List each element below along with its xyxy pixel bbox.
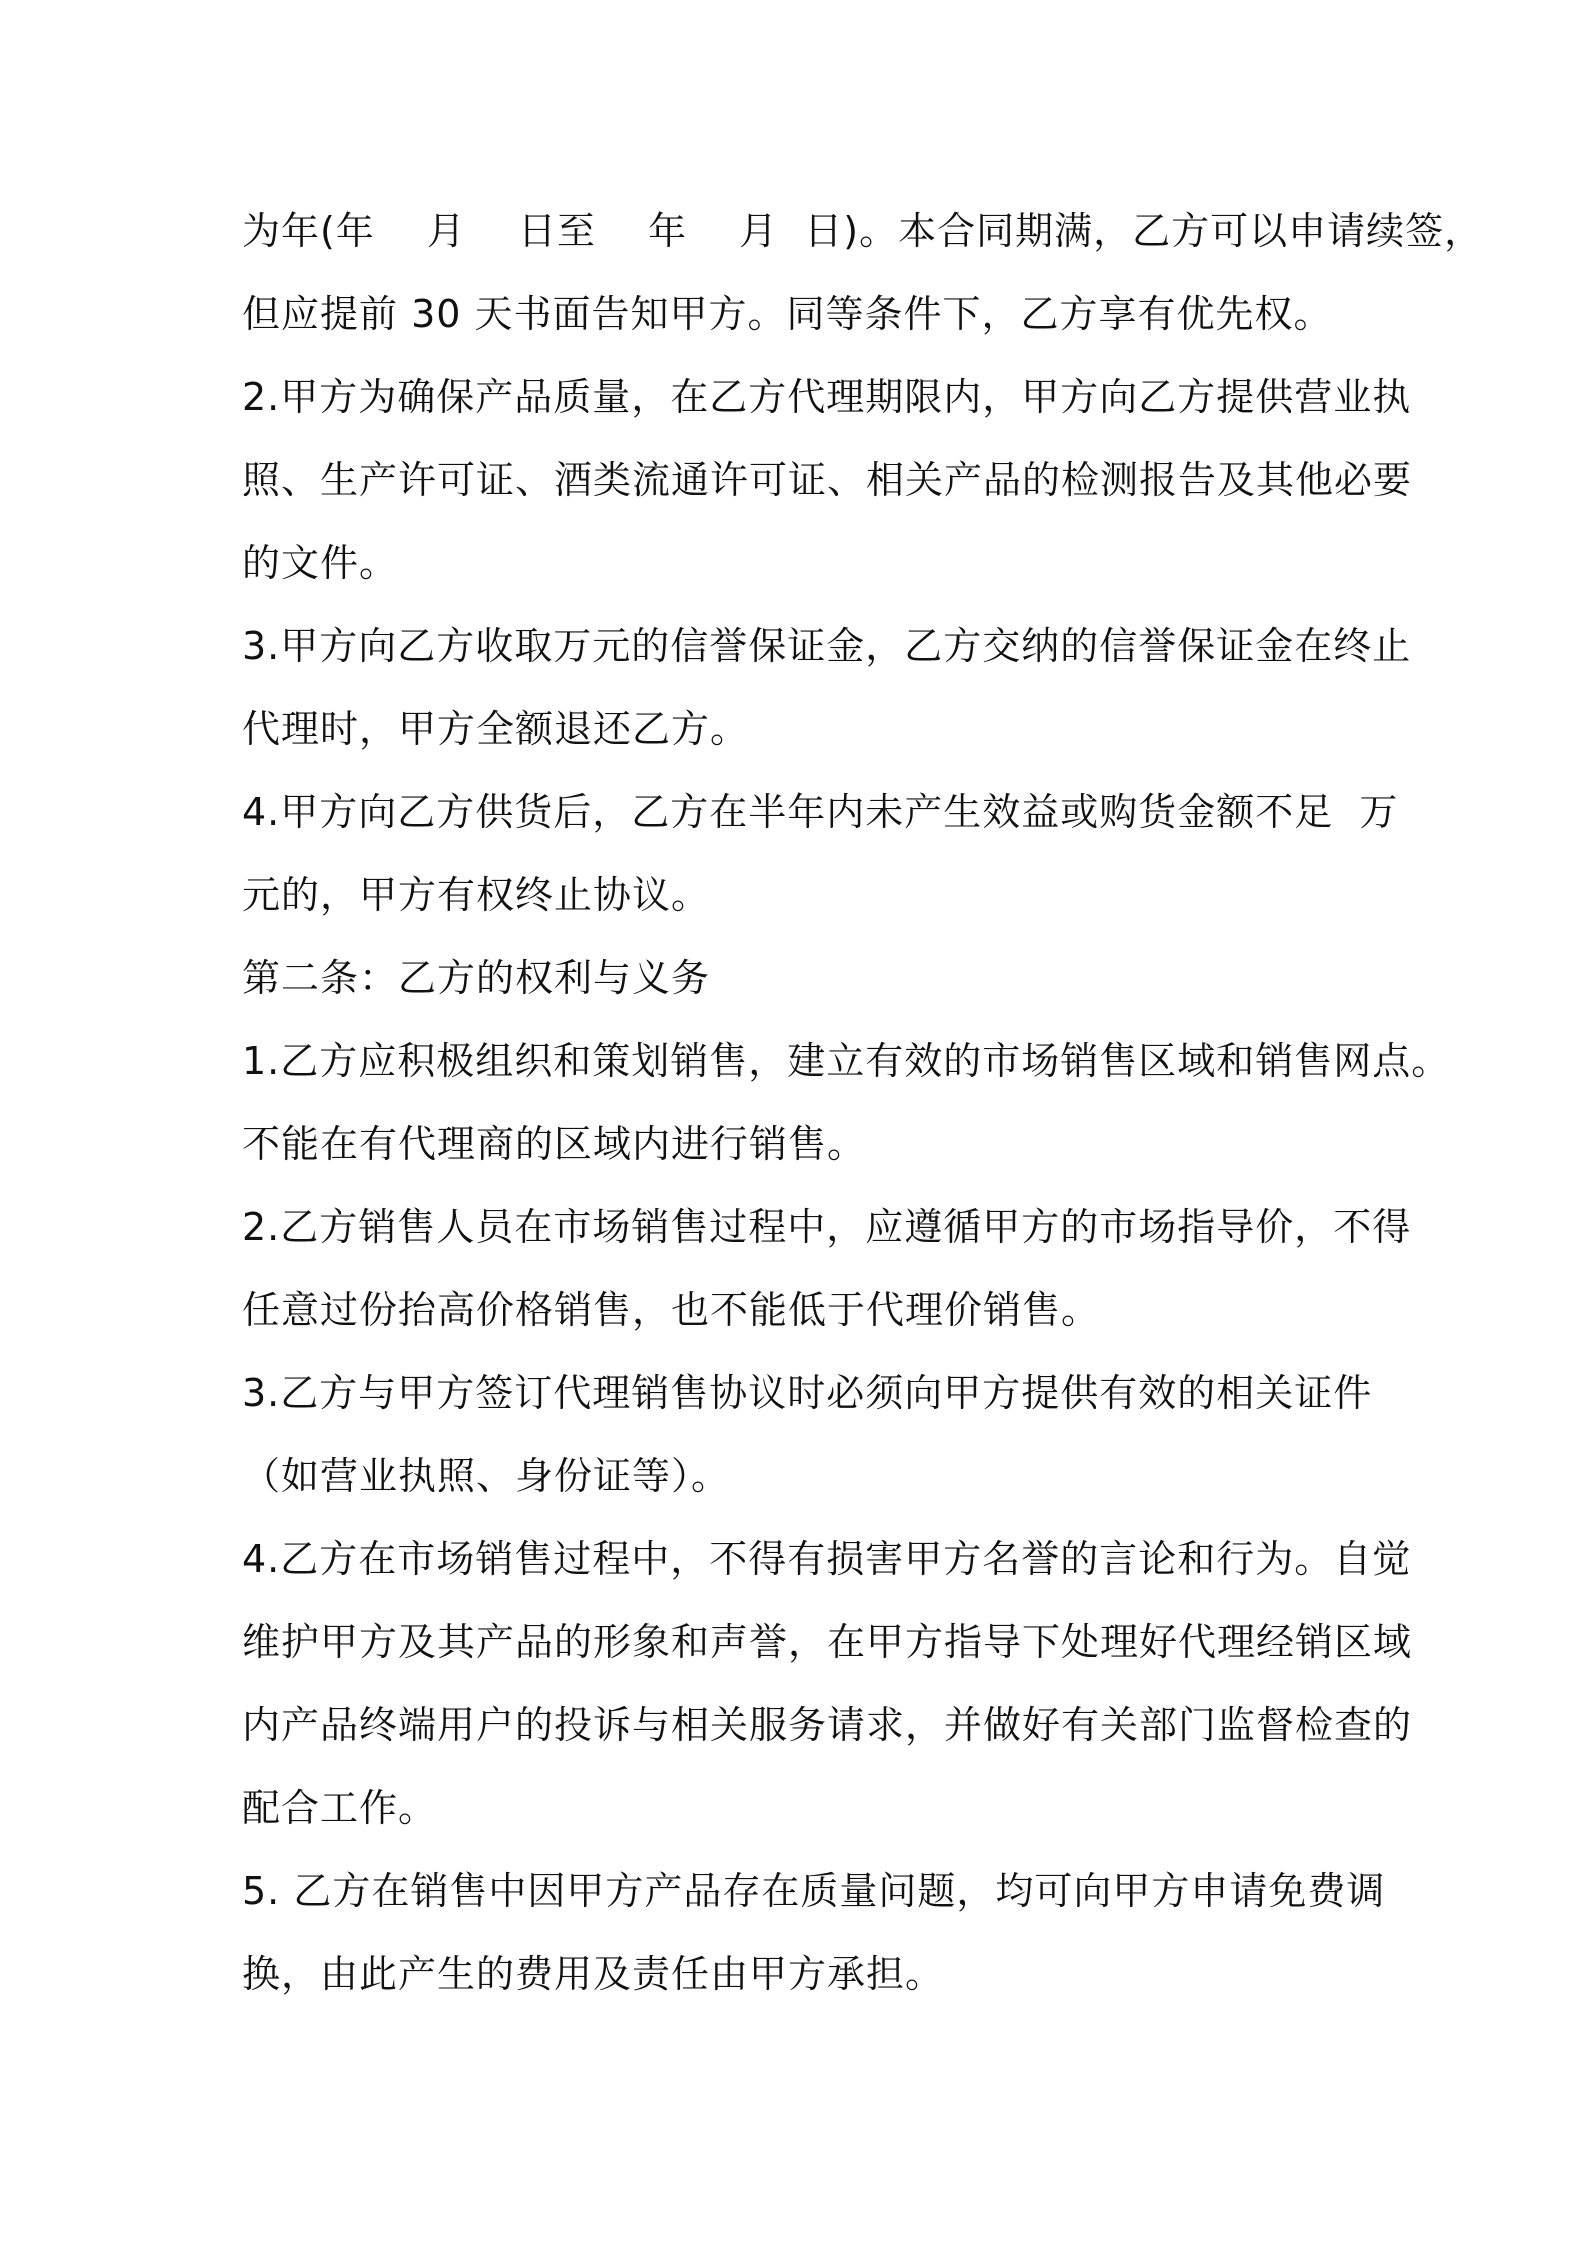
text-line: 但应提前 30 天书面告知甲方。同等条件下，乙方享有优先权。 xyxy=(242,292,1333,336)
text-line: 1.乙方应积极组织和策划销售，建立有效的市场销售区域和销售网点。 xyxy=(242,1039,1451,1083)
text-line: 维护甲方及其产品的形象和声誉，在甲方指导下处理好代理经销区域 xyxy=(242,1620,1413,1664)
text-line: 配合工作。 xyxy=(242,1786,438,1830)
text-line: 2.乙方销售人员在市场销售过程中，应遵循甲方的市场指导价，不得 xyxy=(242,1205,1412,1249)
text-line: 照、生产许可证、酒类流通许可证、相关产品的检测报告及其他必要 xyxy=(242,458,1413,502)
text-line: 4.甲方向乙方供货后，乙方在半年内未产生效益或购货金额不足 万 xyxy=(242,790,1399,834)
text-line: 换，由此产生的费用及责任由甲方承担。 xyxy=(242,1952,945,1996)
text-line: 为年(年 月 日至 年 月 日)。本合同期满，乙方可以申请续签， xyxy=(242,209,1484,253)
text-line: 不能在有代理商的区域内进行销售。 xyxy=(242,1122,867,1166)
text-line: 5. 乙方在销售中因甲方产品存在质量问题，均可向甲方申请免费调 xyxy=(242,1869,1386,1913)
text-line: 3.甲方向乙方收取万元的信誉保证金，乙方交纳的信誉保证金在终止 xyxy=(242,624,1412,668)
text-line: 任意过份抬高价格销售，也不能低于代理价销售。 xyxy=(242,1288,1101,1332)
text-line: 4.乙方在市场销售过程中，不得有损害甲方名誉的言论和行为。自觉 xyxy=(242,1537,1412,1581)
text-line: （如营业执照、身份证等）。 xyxy=(242,1454,731,1498)
section-heading: 第二条：乙方的权利与义务 xyxy=(242,956,711,1000)
text-line: 的文件。 xyxy=(242,541,399,585)
text-line: 内产品终端用户的投诉与相关服务请求，并做好有关部门监督检查的 xyxy=(242,1703,1413,1747)
text-line: 代理时，甲方全额退还乙方。 xyxy=(242,707,750,751)
text-line: 3.乙方与甲方签订代理销售协议时必须向甲方提供有效的相关证件 xyxy=(242,1371,1373,1415)
text-line: 元的，甲方有权终止协议。 xyxy=(242,873,711,917)
text-line: 2.甲方为确保产品质量，在乙方代理期限内，甲方向乙方提供营业执 xyxy=(242,375,1412,419)
